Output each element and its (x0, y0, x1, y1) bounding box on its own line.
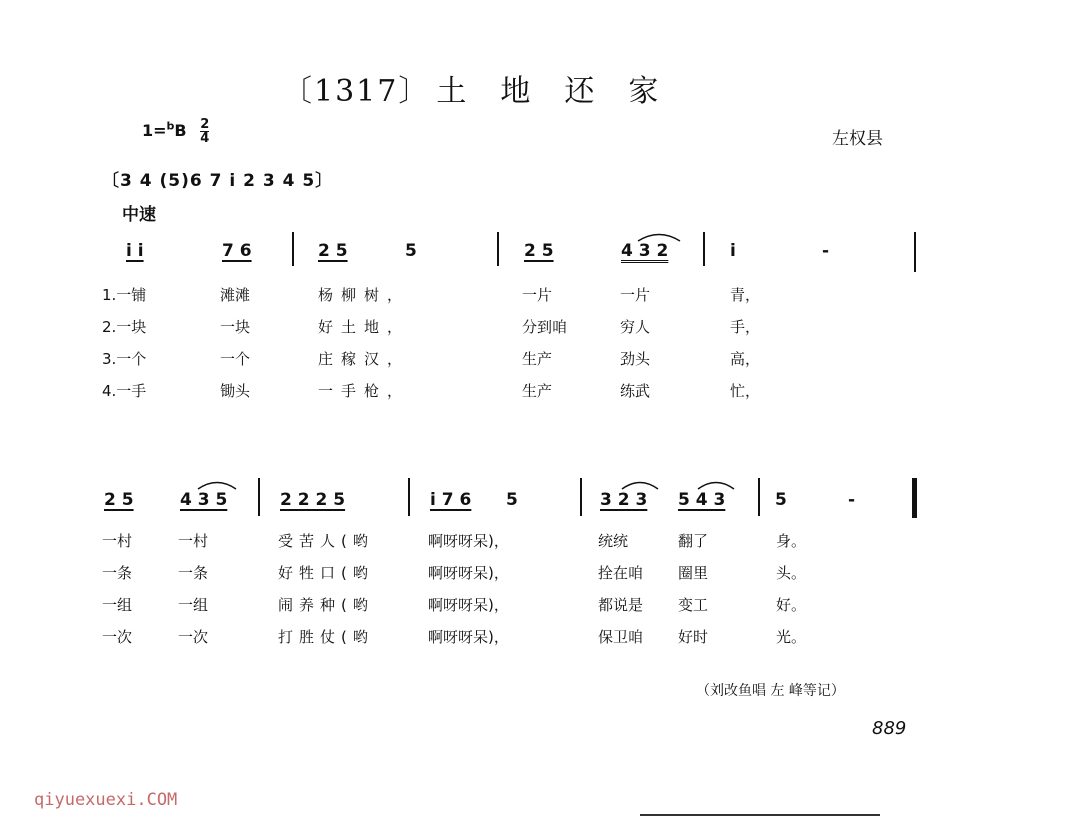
watermark: qiyuexuexi.COM (34, 790, 178, 810)
lyric: 生产 (522, 382, 553, 400)
bar-line (408, 478, 410, 516)
lyric: 分到咱 (522, 318, 568, 336)
time-top: 2 (200, 117, 210, 132)
lyric: 1.一铺 (102, 286, 147, 304)
note-group: 2 5 (524, 241, 554, 261)
lyric: 闹养种(哟 (278, 596, 374, 614)
lyric: 头。 (776, 564, 807, 582)
lyric: 一条 (178, 564, 209, 582)
lyric: 一条 (102, 564, 133, 582)
note-group: 3 2 3 (600, 490, 648, 510)
lyric: 好。 (776, 596, 807, 614)
bar-line (703, 232, 705, 266)
song-number: 〔1317〕 (282, 74, 431, 109)
slur-mark (696, 478, 736, 490)
key-note: B (174, 121, 187, 140)
note-group: i 7 6 (430, 490, 472, 510)
note-group: 2 5 (318, 241, 348, 261)
note-group: - (822, 241, 830, 261)
lyric: 变工 (678, 596, 709, 614)
note-group: 4 3 5 (180, 490, 228, 510)
lyric: 一组 (102, 596, 133, 614)
lyric: 2.一块 (102, 318, 147, 336)
bar-line (580, 478, 582, 516)
lyric: 翻了 (678, 532, 709, 550)
lyric: 啊呀呀呆)， (428, 564, 509, 582)
lyric: 一个 (220, 350, 251, 368)
lyric: 4.一手 (102, 382, 147, 400)
lyric: 受苦人(哟 (278, 532, 374, 550)
lyric: 高， (730, 350, 761, 368)
lyric: 好时 (678, 628, 709, 646)
note-group: - (848, 490, 856, 510)
lyric: 3.一个 (102, 350, 147, 368)
key-prefix: 1= (142, 121, 167, 140)
intro-notes: 〔3 4 (5)6 7 i 2 3 4 5〕 (102, 171, 334, 191)
lyric: 一片 (620, 286, 651, 304)
page-number: 889 (872, 718, 907, 739)
flat-symbol: b (166, 119, 175, 133)
lyric: 忙， (730, 382, 761, 400)
note-group: 2 5 (104, 490, 134, 510)
song-title (282, 66, 692, 110)
note-group: i i (126, 241, 144, 261)
lyric: 都说是 (598, 596, 644, 614)
lyric: 练武 (620, 382, 651, 400)
lyric: 一片 (522, 286, 553, 304)
lyric: 一手枪， (318, 382, 411, 400)
bar-line (497, 232, 499, 266)
lyric: 啊呀呀呆)， (428, 532, 509, 550)
lyric: 劲头 (620, 350, 651, 368)
lyric: 庄稼汉， (318, 350, 411, 368)
lyric: 好牲口(哟 (278, 564, 374, 582)
time-signature (200, 118, 209, 145)
lyric: 啊呀呀呆)， (428, 596, 509, 614)
key-signature (142, 118, 209, 145)
lyric: 身。 (776, 532, 807, 550)
region-label: 左权县 (832, 129, 883, 149)
credit-line: （刘改鱼唱 左 峰等记） (696, 683, 845, 699)
lyric: 一村 (178, 532, 209, 550)
lyric: 保卫咱 (598, 628, 644, 646)
song-name: 土地还家 (436, 74, 693, 109)
note-group: 5 (506, 490, 518, 510)
lyric: 圈里 (678, 564, 709, 582)
lyric: 手， (730, 318, 761, 336)
lyric: 一块 (220, 318, 251, 336)
lyric: 一次 (102, 628, 133, 646)
lyric: 光。 (776, 628, 807, 646)
lyric: 锄头 (220, 382, 251, 400)
lyric: 好土地， (318, 318, 411, 336)
time-bottom: 4 (200, 131, 210, 146)
note-group: 2 2 2 5 (280, 490, 346, 510)
lyric: 打胜仗(哟 (278, 628, 374, 646)
tempo-marking: 中速 (122, 205, 156, 225)
note-group: 5 4 3 (678, 490, 726, 510)
bar-line (292, 232, 294, 266)
lyric: 啊呀呀呆)， (428, 628, 509, 646)
bar-line (914, 232, 916, 272)
lyric: 杨柳树， (318, 286, 411, 304)
lyric: 统统 (598, 532, 629, 550)
note-group: 5 (775, 490, 787, 510)
slur-mark (636, 230, 682, 242)
final-bar-line (912, 478, 917, 518)
note-group: 7 6 (222, 241, 252, 261)
lyric: 一次 (178, 628, 209, 646)
lyric: 穷人 (620, 318, 651, 336)
lyric: 一组 (178, 596, 209, 614)
bar-line (258, 478, 260, 516)
lyric: 生产 (522, 350, 553, 368)
lyric: 拴在咱 (598, 564, 644, 582)
note-group: 5 (405, 241, 417, 261)
note-group: i (730, 241, 736, 261)
lyric: 滩滩 (220, 286, 251, 304)
lyric: 一村 (102, 532, 133, 550)
bar-line (758, 478, 760, 516)
note-group: 4 3 2 (621, 241, 669, 261)
lyric: 青， (730, 286, 761, 304)
slur-mark (620, 478, 660, 490)
slur-mark (196, 478, 238, 490)
bottom-rule (640, 814, 880, 816)
